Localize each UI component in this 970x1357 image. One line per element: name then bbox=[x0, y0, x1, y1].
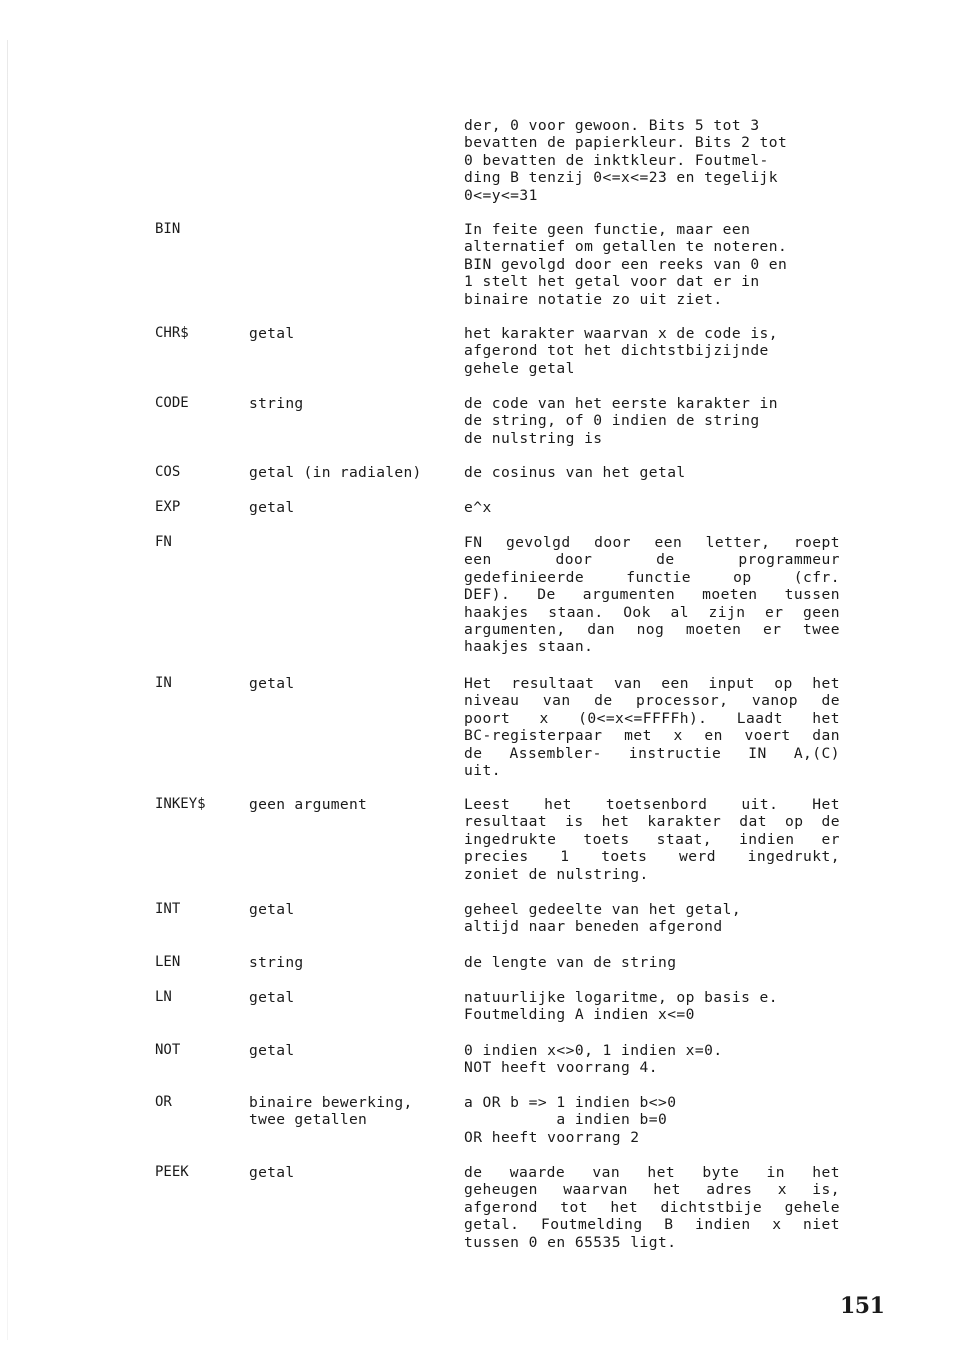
description-line: Foutmelding A indien x<=0 bbox=[464, 1006, 695, 1024]
entry-description bbox=[464, 499, 840, 516]
description-line: de code van het eerste karakter in bbox=[464, 395, 779, 412]
entry-keyword: LN bbox=[155, 989, 172, 1005]
description-line: e^x bbox=[464, 499, 492, 516]
entry-description bbox=[464, 464, 840, 481]
entry-argument: getal bbox=[249, 901, 295, 918]
continuation-description bbox=[464, 117, 840, 204]
entry-argument: getal bbox=[249, 325, 295, 342]
entry-argument: getal bbox=[249, 989, 295, 1006]
description-line: afgerond tot het dichtstbije gehele bbox=[464, 1198, 840, 1216]
entry-keyword: INKEY$ bbox=[155, 796, 206, 812]
description-line: ingedrukte toets staat, indien er bbox=[464, 830, 840, 848]
description-line: uit. bbox=[464, 762, 501, 780]
description-line: precies 1 toets werd ingedrukt, bbox=[464, 848, 840, 866]
description-line: de cosinus van het getal bbox=[464, 464, 686, 481]
description-line: de waarde van het byte in het bbox=[464, 1164, 840, 1181]
description-line: geheel gedeelte van het getal, bbox=[464, 901, 742, 918]
entry-description bbox=[464, 221, 840, 308]
entry-description bbox=[464, 1094, 840, 1146]
entry-description bbox=[464, 1164, 840, 1251]
entry-description bbox=[464, 796, 840, 883]
entry-keyword: PEEK bbox=[155, 1164, 189, 1180]
description-line: resultaat is het karakter dat op de bbox=[464, 813, 840, 831]
entry-keyword: BIN bbox=[155, 221, 181, 237]
description-line: a OR b => 1 indien b<>0 bbox=[464, 1094, 677, 1111]
description-line: BC-registerpaar met x en voert dan bbox=[464, 727, 840, 745]
description-line: de lengte van de string bbox=[464, 954, 677, 971]
description-line: de nulstring is bbox=[464, 429, 603, 447]
description-line: 1 stelt het getal voor dat er in bbox=[464, 273, 760, 291]
scan-margin-line bbox=[7, 40, 8, 1340]
entry-argument: getal bbox=[249, 675, 295, 692]
description-line: een door de programmeur bbox=[464, 551, 840, 569]
description-line: geheugen waarvan het adres x is, bbox=[464, 1181, 840, 1199]
entry-description bbox=[464, 534, 840, 656]
description-line: FN gevolgd door een letter, roept bbox=[464, 534, 840, 551]
entry-argument: getal bbox=[249, 1042, 295, 1059]
entry-argument: string bbox=[249, 395, 304, 412]
entry-description bbox=[464, 675, 840, 779]
entry-keyword: OR bbox=[155, 1094, 172, 1110]
description-line: niveau van de processor, vanop de bbox=[464, 692, 840, 710]
entry-keyword: EXP bbox=[155, 499, 181, 515]
description-line: 0 indien x<>0, 1 indien x=0. bbox=[464, 1042, 723, 1059]
description-line: tussen 0 en 65535 ligt. bbox=[464, 1233, 677, 1251]
entry-keyword: IN bbox=[155, 675, 172, 691]
entry-argument: binaire bewerking, twee getallen bbox=[249, 1094, 413, 1129]
description-line: OR heeft voorrang 2 bbox=[464, 1128, 640, 1146]
description-line: ding B tenzij 0<=x<=23 en tegelijk bbox=[464, 169, 779, 187]
description-line: Het resultaat van een input op het bbox=[464, 675, 840, 692]
description-line: poort x (0<=x<=FFFFh). Laadt het bbox=[464, 709, 840, 727]
description-line: a indien b=0 bbox=[464, 1111, 668, 1129]
description-line: bevatten de papierkleur. Bits 2 tot bbox=[464, 134, 788, 152]
entry-argument: getal (in radialen) bbox=[249, 464, 422, 481]
description-line: altijd naar beneden afgerond bbox=[464, 918, 723, 936]
description-line: NOT heeft voorrang 4. bbox=[464, 1059, 658, 1077]
description-line: haakjes staan. bbox=[464, 638, 594, 656]
entry-keyword: CODE bbox=[155, 395, 189, 411]
description-line: alternatief om getallen te noteren. bbox=[464, 238, 788, 256]
entry-description bbox=[464, 989, 840, 1024]
description-line: argumenten, dan nog moeten er twee bbox=[464, 621, 840, 639]
description-line: 0 bevatten de inktkleur. Foutmel- bbox=[464, 151, 769, 169]
description-line: In feite geen functie, maar een bbox=[464, 221, 751, 238]
description-line: afgerond tot het dichtstbijzijnde bbox=[464, 342, 769, 360]
description-line: natuurlijke logaritme, op basis e. bbox=[464, 989, 779, 1006]
description-line: zoniet de nulstring. bbox=[464, 865, 649, 883]
description-line: 0<=y<=31 bbox=[464, 186, 538, 204]
entry-argument: string bbox=[249, 954, 304, 971]
description-line: getal. Foutmelding B indien x niet bbox=[464, 1216, 840, 1234]
entry-argument: getal bbox=[249, 1164, 295, 1181]
entry-description bbox=[464, 1042, 840, 1077]
entry-description bbox=[464, 325, 840, 377]
description-line: DEF). De argumenten moeten tussen bbox=[464, 586, 840, 604]
description-line: der, 0 voor gewoon. Bits 5 tot 3 bbox=[464, 117, 760, 134]
entry-argument: geen argument bbox=[249, 796, 368, 813]
description-line: de Assembler- instructie IN A,(C) bbox=[464, 744, 840, 762]
description-line: BIN gevolgd door een reeks van 0 en bbox=[464, 255, 788, 273]
description-line: gehele getal bbox=[464, 359, 575, 377]
description-line: Leest het toetsenbord uit. Het bbox=[464, 796, 840, 813]
entry-keyword: NOT bbox=[155, 1042, 181, 1058]
description-line: gedefinieerde functie op (cfr. bbox=[464, 568, 840, 586]
description-line: binaire notatie zo uit ziet. bbox=[464, 290, 723, 308]
entry-description bbox=[464, 901, 840, 936]
description-line: de string, of 0 indien de string bbox=[464, 412, 760, 430]
description-line: haakjes staan. Ook al zijn er geen bbox=[464, 603, 840, 621]
entry-keyword: FN bbox=[155, 534, 172, 550]
entry-description bbox=[464, 395, 840, 447]
entry-keyword: LEN bbox=[155, 954, 181, 970]
description-line: het karakter waarvan x de code is, bbox=[464, 325, 779, 342]
entry-keyword: CHR$ bbox=[155, 325, 189, 341]
entry-keyword: COS bbox=[155, 464, 181, 480]
page-number: 151 bbox=[840, 1293, 885, 1319]
entry-argument: getal bbox=[249, 499, 295, 516]
entry-keyword: INT bbox=[155, 901, 181, 917]
entry-description bbox=[464, 954, 840, 971]
